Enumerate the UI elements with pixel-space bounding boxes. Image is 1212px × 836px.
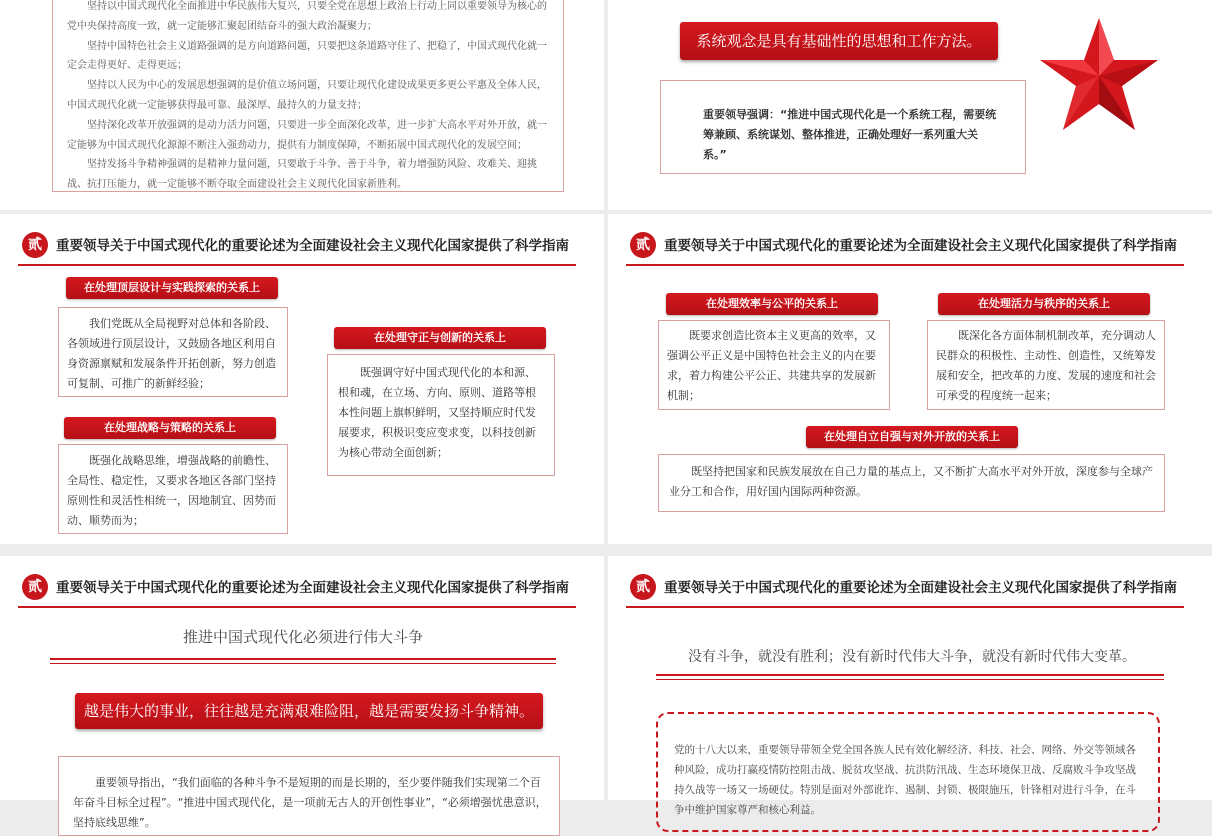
subtitle-stripe [50, 658, 556, 660]
section-badge: 贰 [22, 232, 48, 258]
subtitle-stripe [656, 674, 1164, 676]
slide-header [18, 570, 576, 604]
banner-text: 系统观念是具有基础性的思想和工作方法。 [696, 32, 982, 50]
slide-6 [608, 556, 1212, 816]
slide-header [18, 228, 576, 262]
struggle-subtitle: 推进中国式现代化必须进行伟大斗争 [182, 628, 423, 646]
subtitle-stripe-thin [656, 679, 1164, 680]
principles-text-box [52, 0, 564, 192]
text-integrity-innovation: 既强调守好中国式现代化的本和源、根和魂，在立场、方向、原则、道路等根本性问题上旗帜鲜明，又坚持顺应时代发展要求，积极识变应变求变，以科技创新为核心带动全面创新； [338, 366, 536, 459]
section-badge: 贰 [22, 574, 48, 600]
achievements-text: 党的十八大以来，重要领导带领全党全国各族人民有效化解经济、科技、社会、网络、外交等领域各种风险，成功打赢疫情防控阻击战、脱贫攻坚战、抗洪防汛战、生态环境保卫战、反腐败斗争攻坚战持久战等一场又一场硬仗。特别是面对外部讹诈、遏制、封锁、极限施压，针锋相对进行斗争，在斗争中维护国家尊严和核心利益。 [674, 744, 1136, 816]
text-vitality-order: 既深化各方面体制机制改革，充分调动人民群众的积极性、主动性、创造性，又统筹发展和安全，把改革的力度、发展的速度和社会可承受的程度统一起来； [936, 329, 1156, 402]
slide-5 [0, 556, 604, 829]
slide-4 [608, 214, 1212, 544]
header-rule [18, 264, 576, 266]
achievements-dashed-box [656, 712, 1160, 832]
text-box-efficiency-fairness [658, 320, 890, 410]
slide-2 [608, 0, 1212, 210]
text-efficiency-fairness: 既要求创造比资本主义更高的效率，又强调公平正义是中国特色社会主义的内在要求，着力构建公平公正、共建共享的发展新机制； [667, 329, 876, 402]
slide-1 [0, 0, 604, 210]
slide-header [626, 570, 1184, 604]
principle-paragraph: 坚持发扬斗争精神强调的是精神力量问题，只要敢于斗争、善于斗争，着力增强防风险、攻难关、迎挑战、抗打压能力，就一定能够不断夺取全面建设社会主义现代化国家新胜利。 [67, 159, 537, 191]
banner-text: 越是伟大的事业，往往越是充满艰难险阻，越是需要发扬斗争精神。 [83, 702, 534, 720]
tag-integrity-innovation: 在处理守正与创新的关系上 [334, 327, 546, 349]
tag-vitality-order: 在处理活力与秩序的关系上 [938, 293, 1150, 315]
tag-self-reliance-opening: 在处理自立自强与对外开放的关系上 [806, 426, 1018, 448]
subtitle-stripe-thin [50, 663, 556, 664]
slide-title: 重要领导关于中国式现代化的重要论述为全面建设社会主义现代化国家提供了科学指南 [56, 238, 569, 254]
text-top-design: 我们党既从全局视野对总体和各阶段、各领域进行顶层设计，又鼓励各地区利用自身资源禀赋和发展条件开拓创新，努力创造可复制、可推广的新鲜经验； [67, 317, 276, 390]
slide-title: 重要领导关于中国式现代化的重要论述为全面建设社会主义现代化国家提供了科学指南 [56, 580, 569, 596]
tag-top-design: 在处理顶层设计与实践探索的关系上 [66, 277, 278, 299]
text-strategy-tactics: 既强化战略思维，增强战略的前瞻性、全局性、稳定性，又要求各地区各部门坚持原则性和灵活性相统一，因地制宜、因势而动、顺势而为； [67, 454, 276, 527]
text-box-vitality-order [927, 320, 1165, 410]
principle-paragraph: 坚持中国特色社会主义道路强调的是方向道路问题，只要把这条道路守住了、把稳了，中国式现代化就一定会走得更好、走得更远； [67, 40, 547, 72]
struggle-text-box [58, 756, 560, 836]
tag-strategy-tactics: 在处理战略与策略的关系上 [64, 417, 276, 439]
section-badge: 贰 [630, 232, 656, 258]
slide-title: 重要领导关于中国式现代化的重要论述为全面建设社会主义现代化国家提供了科学指南 [664, 580, 1177, 596]
tag-efficiency-fairness: 在处理效率与公平的关系上 [666, 293, 878, 315]
struggle-text: 重要领导指出，“我们面临的各种斗争不是短期的而是长期的，至少要伴随我们实现第二个百年奋斗目标全过程”。“推进中国式现代化，是一项前无古人的开创性事业”，“必须增强忧患意识，坚持底线思维”。 [73, 776, 547, 829]
text-box-integrity-innovation [327, 354, 555, 476]
section-badge: 贰 [630, 574, 656, 600]
principle-paragraph: 坚持以人民为中心的发展思想强调的是价值立场问题，只要让现代化建设成果更多更公平惠及全体人民，中国式现代化就一定能够获得最可靠、最深厚、最持久的力量支持； [67, 80, 547, 111]
slide-header [626, 228, 1184, 262]
header-rule [626, 264, 1184, 266]
quote-box [660, 80, 1026, 174]
principle-paragraph: 坚持深化改革开放强调的是动力活力问题，只要进一步全面深化改革，进一步扩大高水平对外开放，就一定能够为中国式现代化源源不断注入强劲动力，提供有力制度保障，不断拓展中国式现代化的发展空间； [67, 119, 547, 151]
system-concept-banner [680, 22, 998, 60]
victory-subtitle: 没有斗争，就没有胜利；没有新时代伟大斗争，就没有新时代伟大变革。 [688, 649, 1136, 665]
red-star-icon [1034, 14, 1164, 138]
quote-lead: 重要领导强调： [703, 108, 780, 121]
text-box-self-reliance-opening [658, 454, 1165, 512]
struggle-banner [75, 693, 543, 729]
text-self-reliance-opening: 既坚持把国家和民族发展放在自己力量的基点上，又不断扩大高水平对外开放，深度参与全球产业分工和合作，用好国内国际两种资源。 [669, 465, 1153, 498]
slide-3 [0, 214, 604, 544]
header-rule [18, 606, 576, 608]
quote-text: “推进中国式现代化是一个系统工程，需要统筹兼顾、系统谋划、整体推进，正确处理好一系列重大关系。” [703, 108, 997, 161]
text-box-top-design [58, 307, 288, 397]
text-box-strategy-tactics [58, 444, 288, 534]
slide-title: 重要领导关于中国式现代化的重要论述为全面建设社会主义现代化国家提供了科学指南 [664, 238, 1177, 254]
header-rule [626, 606, 1184, 608]
principle-paragraph: 坚持以中国式现代化全面推进中华民族伟大复兴，只要全党在思想上政治上行动上同以重要领导为核心的党中央保持高度一致，就一定能够汇聚起团结奋斗的强大政治凝聚力； [67, 1, 547, 32]
